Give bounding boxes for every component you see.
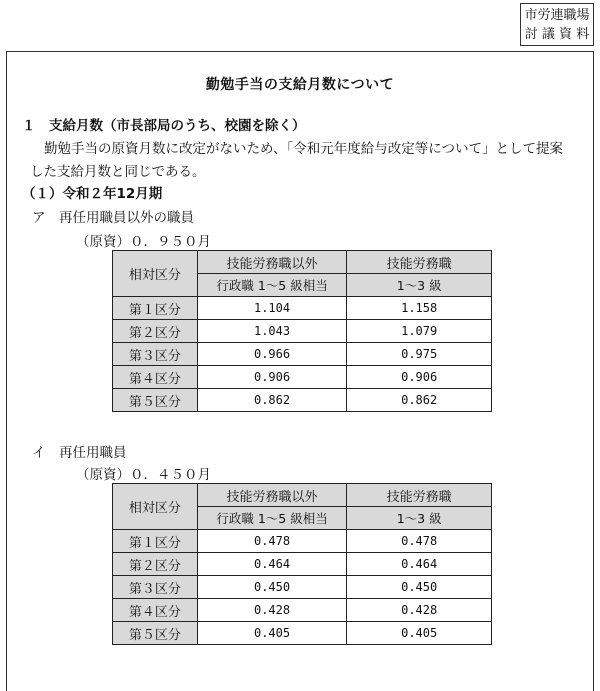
row-label: 第２区分 — [113, 553, 198, 576]
cell-value: 0.405 — [347, 622, 492, 645]
col2-header: 技能労務職 — [347, 484, 492, 507]
table-row — [113, 530, 492, 553]
cell-value: 0.478 — [347, 530, 492, 553]
part-b-label: イ 再任用職員 — [32, 445, 127, 461]
part-a-label: ア 再任用職員以外の職員 — [32, 210, 194, 226]
row-label: 第５区分 — [113, 389, 198, 412]
cell-value: 1.158 — [347, 297, 492, 320]
table-row — [113, 389, 492, 412]
discussion-material-stamp — [520, 3, 594, 46]
stamp-line-1: 市労連職場 — [524, 8, 590, 23]
table-part-b — [112, 483, 492, 645]
col1-subheader: 行政職 1～5 級相当 — [197, 274, 347, 297]
cell-value: 0.478 — [197, 530, 347, 553]
cell-value: 0.428 — [347, 599, 492, 622]
cell-value: 0.975 — [347, 343, 492, 366]
col1-subheader: 行政職 1～5 級相当 — [197, 507, 347, 530]
table-row — [113, 576, 492, 599]
rowhead-header: 相対区分 — [113, 251, 198, 297]
table-part-a — [112, 250, 492, 412]
section-1-heading: １ 支給月数（市長部局のうち、校園を除く） — [22, 118, 306, 134]
table-header-row — [113, 484, 492, 507]
table-header-row — [113, 251, 492, 274]
cell-value: 0.464 — [347, 553, 492, 576]
row-label: 第２区分 — [113, 320, 198, 343]
cell-value: 0.450 — [197, 576, 347, 599]
cell-value: 0.966 — [197, 343, 347, 366]
row-label: 第３区分 — [113, 343, 198, 366]
table-row — [113, 343, 492, 366]
part-b-source: （原資）０．４５０月 — [76, 467, 211, 483]
cell-value: 0.464 — [197, 553, 347, 576]
part-a-source: （原資）０．９５０月 — [76, 234, 211, 250]
rowhead-header: 相対区分 — [113, 484, 198, 530]
table-row — [113, 366, 492, 389]
section-1-body-line-1: 勤勉手当の原資月数に改定がないため、「令和元年度給与改定等について」として提案 — [44, 141, 563, 157]
col2-subheader: 1～3 級 — [347, 274, 492, 297]
col1-header: 技能労務職以外 — [197, 484, 347, 507]
col2-header: 技能労務職 — [347, 251, 492, 274]
cell-value: 0.862 — [347, 389, 492, 412]
row-label: 第４区分 — [113, 599, 198, 622]
table-row — [113, 622, 492, 645]
table-row — [113, 320, 492, 343]
cell-value: 1.104 — [197, 297, 347, 320]
row-label: 第４区分 — [113, 366, 198, 389]
row-label: 第１区分 — [113, 530, 198, 553]
section-1-body-line-2: した支給月数と同じである。 — [30, 164, 206, 180]
cell-value: 0.906 — [347, 366, 492, 389]
col1-header: 技能労務職以外 — [197, 251, 347, 274]
cell-value: 0.450 — [347, 576, 492, 599]
document-title: 勤勉手当の支給月数について — [205, 77, 395, 93]
cell-value: 1.043 — [197, 320, 347, 343]
row-label: 第３区分 — [113, 576, 198, 599]
table-row — [113, 599, 492, 622]
cell-value: 0.862 — [197, 389, 347, 412]
col2-subheader: 1～3 級 — [347, 507, 492, 530]
cell-value: 0.906 — [197, 366, 347, 389]
cell-value: 0.428 — [197, 599, 347, 622]
row-label: 第１区分 — [113, 297, 198, 320]
stamp-line-2: 討 議 資 料 — [524, 27, 590, 42]
table-row — [113, 297, 492, 320]
period-heading: （１）令和２年12月期 — [22, 186, 163, 202]
cell-value: 1.079 — [347, 320, 492, 343]
cell-value: 0.405 — [197, 622, 347, 645]
table-row — [113, 553, 492, 576]
row-label: 第５区分 — [113, 622, 198, 645]
